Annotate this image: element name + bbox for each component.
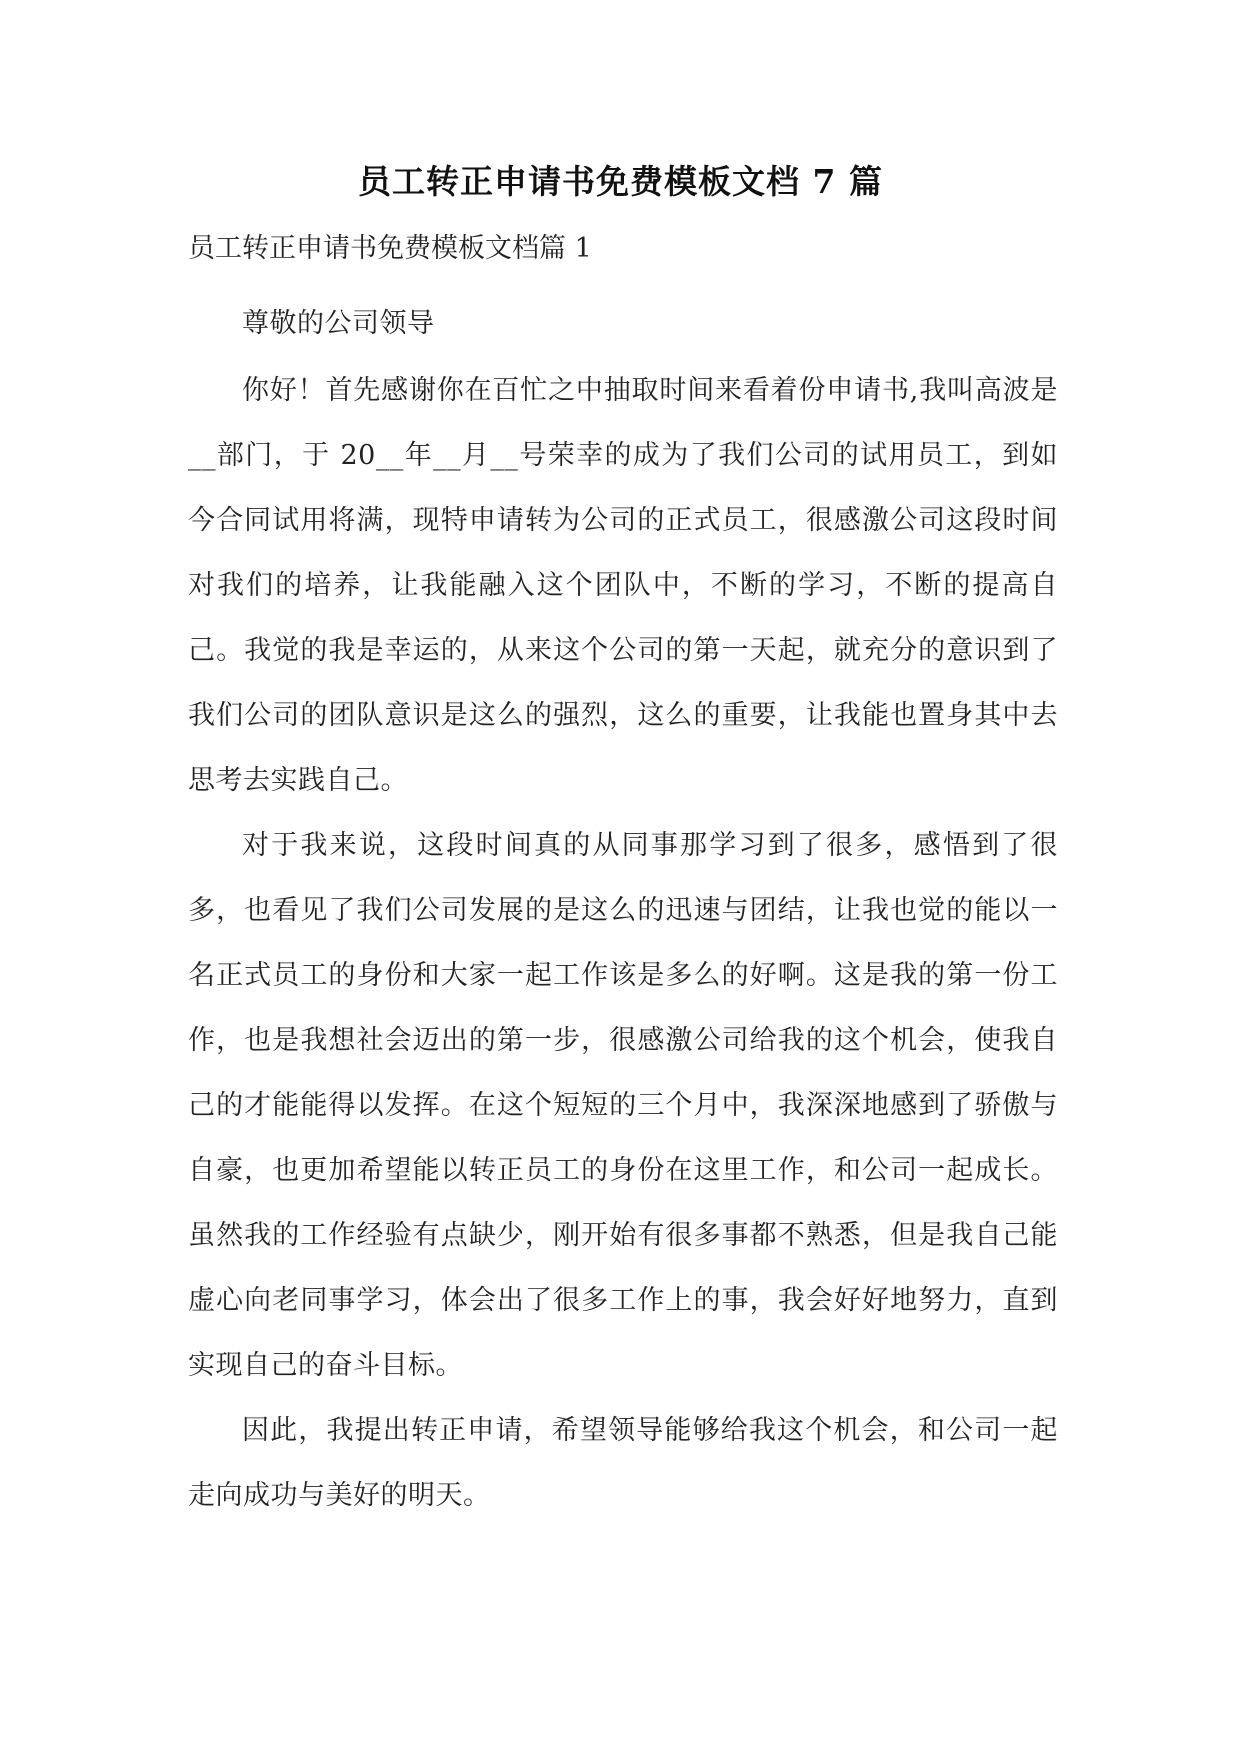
paragraph-1: 你好！首先感谢你在百忙之中抽取时间来看着份申请书,我叫高波是__部门，于 20__年__月__号荣幸的成为了我们公司的试用员工，到如今合同试用将满，现特申请转为公司的正式员工，很感激公司这段时间对我们的培养，让我能融入这个团队中，不断的学习，不断的提高自己。我觉的我是幸运的，从来这个公司的第一天起，就充分的意识到了我们公司的团队意识是这么的强烈，这么的重要，让我能也置身其中去思考去实践自己。: [188, 375, 1058, 796]
section-heading: 员工转正申请书免费模板文档篇 1: [188, 233, 592, 264]
paragraph-2: 对于我来说，这段时间真的从同事那学习到了很多，感悟到了很多，也看见了我们公司发展的是这么的迅速与团结，让我也觉的能以一名正式员工的身份和大家一起工作该是多么的好啊。这是我的第一份工作，也是我想社会迈出的第一步，很感激公司给我的这个机会，使我自己的才能能得以发挥。在这个短短的三个月中，我深深地感到了骄傲与自豪，也更加希望能以转正员工的身份在这里工作，和公司一起成长。虽然我的工作经验有点缺少，刚开始有很多事都不熟悉，但是我自己能虚心向老同事学习，体会出了很多工作上的事，我会好好地努力，直到实现自己的奋斗目标。: [188, 830, 1058, 1381]
paragraph-3: 因此，我提出转正申请，希望领导能够给我这个机会，和公司一起走向成功与美好的明天。: [188, 1415, 1058, 1511]
document-title: 员工转正申请书免费模板文档 7 篇: [358, 162, 883, 201]
salutation: 尊敬的公司领导: [242, 308, 435, 339]
letter-body: [188, 291, 1058, 1528]
